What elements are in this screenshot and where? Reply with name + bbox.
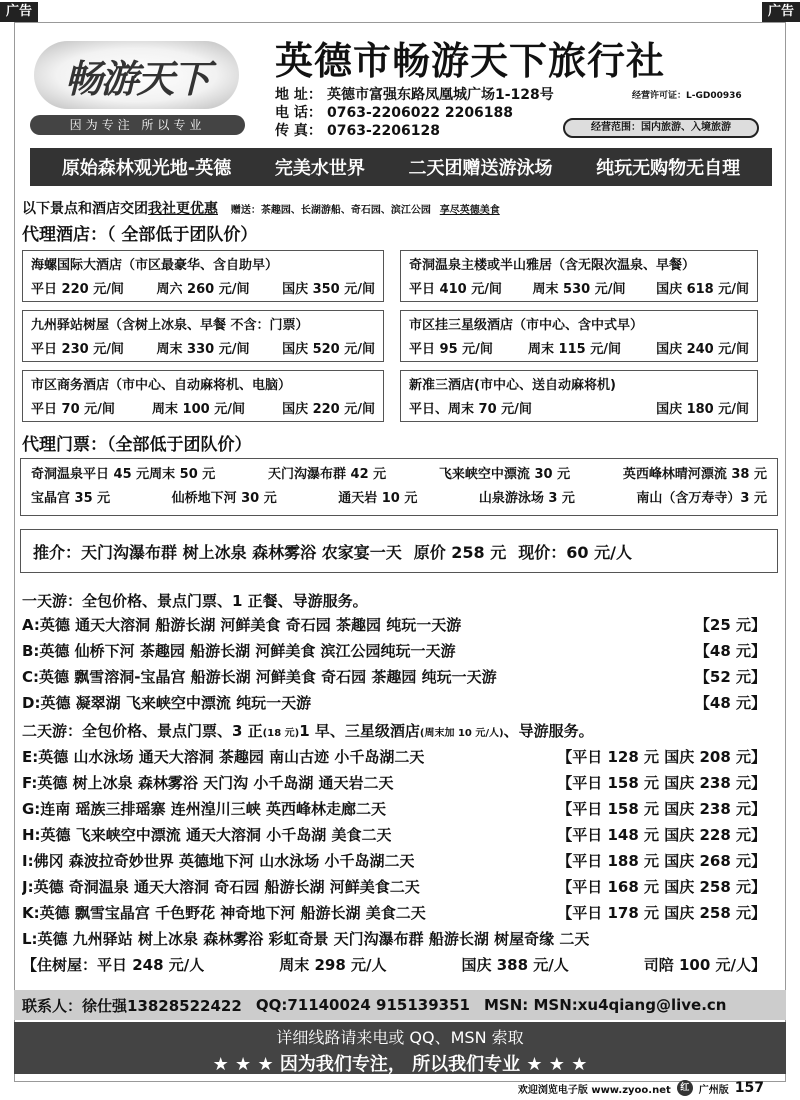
tickets-box	[20, 458, 778, 516]
ticket-item: 天门沟瀑布群 42 元	[268, 467, 387, 482]
route-row	[22, 772, 766, 793]
route-price: 【平日 178 元 国庆 258 元】	[557, 904, 766, 922]
hotel-name: 市区挂三星级酒店（市中心、含中式早）	[409, 318, 644, 333]
treehouse-price: 周末 298 元/人	[279, 956, 387, 974]
banner-item: 完美水世界	[274, 158, 365, 179]
route-price: 【平日 168 元 国庆 258 元】	[557, 878, 766, 896]
hotel-card	[22, 310, 384, 362]
hotel-price: 周末 330 元/间	[156, 342, 250, 357]
hotel-price: 周末 115 元/间	[528, 342, 621, 357]
footer-box	[14, 1022, 786, 1074]
ticket-item: 仙桥地下河 30 元	[171, 491, 277, 506]
hotel-price: 国庆 520 元/间	[282, 342, 375, 357]
two-day-title-d: (周末加 10 元/人)	[419, 728, 504, 739]
ticket-item: 奇洞温泉平日 45 元周末 50 元	[31, 467, 216, 482]
phone-line	[275, 102, 513, 122]
hotel-name: 新准三酒店(市中心、送自动麻将机)	[409, 378, 616, 393]
two-day-title-a: 二天游：全包价格、景点门票、3 正	[22, 722, 263, 740]
edition-label: 广州版	[698, 1084, 729, 1096]
route-price: 【平日 158 元 国庆 238 元】	[557, 774, 766, 792]
route-text: H:英德 飞来峡空中漂流 通天大溶洞 小千岛湖 美食二天	[22, 826, 392, 844]
fax-value: 0763-2206128	[327, 123, 440, 139]
hotel-card	[400, 370, 758, 422]
hotel-card	[22, 250, 384, 302]
tickets-title: 代理门票：（全部低于团队价）	[22, 435, 252, 455]
hotel-price: 国庆 220 元/间	[282, 402, 375, 417]
agency-name: 英德市畅游天下旅行社	[275, 39, 666, 83]
banner-item: 纯玩无购物无自理	[596, 158, 741, 179]
hotel-price: 周末 530 元/间	[532, 282, 626, 297]
hotel-card	[400, 310, 758, 362]
route-text: G:连南 瑶族三排瑶寨 连州湟川三峡 英西峰林走廊二天	[22, 800, 386, 818]
hotel-name: 九州驿站树屋（含树上冰泉、早餐 不含：门票）	[31, 318, 309, 333]
ticket-item: 宝晶宫 35 元	[31, 491, 111, 506]
banner-item: 原始森林观光地-英德	[61, 158, 232, 179]
footer-line1: 详细线路请来电或 QQ、MSN 索取	[276, 1028, 524, 1047]
hotel-price: 国庆 618 元/间	[656, 282, 749, 297]
fax-line	[275, 120, 440, 140]
route-row	[22, 850, 766, 871]
license-number: 经营许可证：L-GD00936	[632, 91, 742, 101]
hotels-title: 代理酒店：（ 全部低于团队价）	[22, 225, 258, 245]
contact-bar	[14, 990, 786, 1020]
route-price: 【平日 158 元 国庆 238 元】	[557, 800, 766, 818]
treehouse-price: 国庆 388 元/人	[461, 956, 569, 974]
route-row	[22, 666, 766, 687]
route-row	[22, 614, 766, 635]
treehouse-price: 【住树屋：平日 248 元/人	[22, 956, 205, 974]
route-row	[22, 798, 766, 819]
two-day-title-b: (18 元)	[262, 728, 300, 739]
ticket-item: 南山（含万寿寺）3 元	[636, 491, 767, 506]
logo-slogan: 因为专注 所以专业	[30, 115, 245, 135]
route-price: 【52 元】	[694, 668, 766, 686]
ticket-item: 飞来峡空中漂流 30 元	[438, 467, 571, 482]
route-price: 【平日 148 元 国庆 228 元】	[557, 826, 766, 844]
route-text: I:佛冈 森波拉奇妙世界 英德地下河 山水泳场 小千岛湖二天	[22, 852, 415, 870]
address-line	[275, 84, 554, 104]
two-day-title-e: 、导游服务。	[503, 722, 594, 740]
route-price: 【48 元】	[694, 694, 766, 712]
route-row	[22, 746, 766, 767]
hotel-price: 平日 230 元/间	[31, 342, 124, 357]
route-row	[22, 902, 766, 923]
hotel-price: 平日 70 元/间	[31, 402, 115, 417]
route-price: 【平日 128 元 国庆 208 元】	[557, 748, 766, 766]
fax-label: 传 真：	[275, 123, 322, 139]
contact-msn: MSN: MSN:xu4qiang@live.cn	[483, 996, 727, 1014]
route-price: 【平日 188 元 国庆 268 元】	[557, 852, 766, 870]
promo-original-price: 原价 258 元	[413, 542, 507, 562]
hotel-price: 周末 100 元/间	[152, 402, 245, 417]
hotel-price: 平日 220 元/间	[31, 282, 124, 297]
intro-line	[22, 198, 500, 218]
phone-label: 电 话：	[275, 105, 322, 121]
hotel-card	[22, 370, 384, 422]
day-tour-title: 一天游：全包价格、景点门票、1 正餐、导游服务。	[22, 592, 368, 610]
route-price: 【48 元】	[694, 642, 766, 660]
route-row	[22, 876, 766, 897]
address-value: 英德市富强东路凤凰城广场1-128号	[327, 87, 554, 103]
hotel-price: 国庆 350 元/间	[282, 282, 375, 297]
treehouse-price: 司陪 100 元/人】	[643, 956, 766, 974]
footer-website: 欢迎浏览电子版 www.zyoo.net	[517, 1084, 671, 1096]
page-number: 157	[734, 1080, 764, 1096]
promo-current-price: 现价：60 元/人	[518, 542, 632, 562]
hotel-name: 奇洞温泉主楼或半山雅居（含无限次温泉、早餐）	[409, 258, 696, 273]
intro-gift-highlight: 享尽英德美食	[439, 205, 500, 216]
route-text: E:英德 山水泳场 通天大溶洞 茶趣园 南山古迹 小千岛湖二天	[22, 748, 425, 766]
promo-label: 推介：天门沟瀑布群 树上冰泉 森林雾浴 农家宴一天	[33, 542, 402, 562]
intro-gift: 赠送：茶趣园、长湖游船、奇石园、滨江公园	[230, 205, 431, 216]
treehouse-row	[22, 954, 766, 975]
route-text: J:英德 奇洞温泉 通天大溶洞 奇石园 船游长湖 河鲜美食二天	[22, 878, 420, 896]
ad-label-right: 广告	[762, 2, 800, 22]
page-footer	[518, 1080, 764, 1096]
ad-label-left: 广告	[0, 2, 38, 22]
route-row	[22, 928, 766, 949]
hotel-name: 市区商务酒店（市中心、自动麻将机、电脑）	[31, 378, 292, 393]
hotel-card	[400, 250, 758, 302]
banner-item: 二天团赠送游泳场	[408, 158, 553, 179]
route-row	[22, 824, 766, 845]
route-row	[22, 640, 766, 661]
route-row	[22, 692, 766, 713]
hotel-name: 海螺国际大酒店（市区最豪华、含自助早）	[31, 258, 279, 273]
two-day-title-c: 1 早、三星级酒店	[299, 722, 420, 740]
route-text: L:英德 九州驿站 树上冰泉 森林雾浴 彩虹奇景 天门沟瀑布群 船游长湖 树屋奇缘 二天	[22, 930, 590, 948]
logo-text: 畅游天下	[64, 55, 209, 101]
route-text: D:英德 凝翠湖 飞来峡空中漂流 纯玩一天游	[22, 694, 312, 712]
footer-line2: ★ ★ ★ 因为我们专注， 所以我们专业 ★ ★ ★	[212, 1054, 588, 1075]
two-day-tour-title	[22, 720, 594, 741]
ticket-item: 通天岩 10 元	[338, 491, 418, 506]
contact-name: 联系人：徐仕强13828522422	[22, 996, 242, 1015]
intro-main: 以下景点和酒店交团	[22, 201, 148, 217]
route-text: F:英德 树上冰泉 森林雾浴 天门沟 小千岛湖 通天岩二天	[22, 774, 394, 792]
edition-badge-icon: 红	[677, 1080, 693, 1096]
ticket-item: 山泉游泳场 3 元	[478, 491, 575, 506]
feature-banner	[30, 148, 772, 186]
route-price: 【25 元】	[694, 616, 766, 634]
route-text: B:英德 仙桥下河 茶趣园 船游长湖 河鲜美食 滨江公园纯玩一天游	[22, 642, 456, 660]
hotel-price: 周六 260 元/间	[156, 282, 250, 297]
hotel-price: 平日 95 元/间	[409, 342, 493, 357]
logo-art	[34, 41, 239, 109]
hotel-price: 平日 410 元/间	[409, 282, 502, 297]
hotel-price: 国庆 240 元/间	[656, 342, 749, 357]
intro-highlight: 我社更优惠	[148, 201, 218, 217]
promo-box	[20, 529, 778, 573]
hotel-price: 平日、周末 70 元/间	[409, 402, 532, 417]
route-text: A:英德 通天大溶洞 船游长湖 河鲜美食 奇石园 茶趣园 纯玩一天游	[22, 616, 462, 634]
hotel-price: 国庆 180 元/间	[656, 402, 749, 417]
contact-qq: QQ:71140024 915139351	[255, 996, 470, 1014]
business-scope-badge: 经营范围：国内旅游、入境旅游	[563, 118, 759, 138]
route-text: C:英德 飘雪溶洞-宝晶宫 船游长湖 河鲜美食 奇石园 茶趣园 纯玩一天游	[22, 668, 497, 686]
ticket-item: 英西峰林晴河漂流 38 元	[622, 467, 767, 482]
route-text: K:英德 飘雪宝晶宫 千色野花 神奇地下河 船游长湖 美食二天	[22, 904, 426, 922]
logo	[30, 35, 245, 135]
phone-value: 0763-2206022 2206188	[327, 105, 514, 121]
address-label: 地 址：	[275, 87, 322, 103]
